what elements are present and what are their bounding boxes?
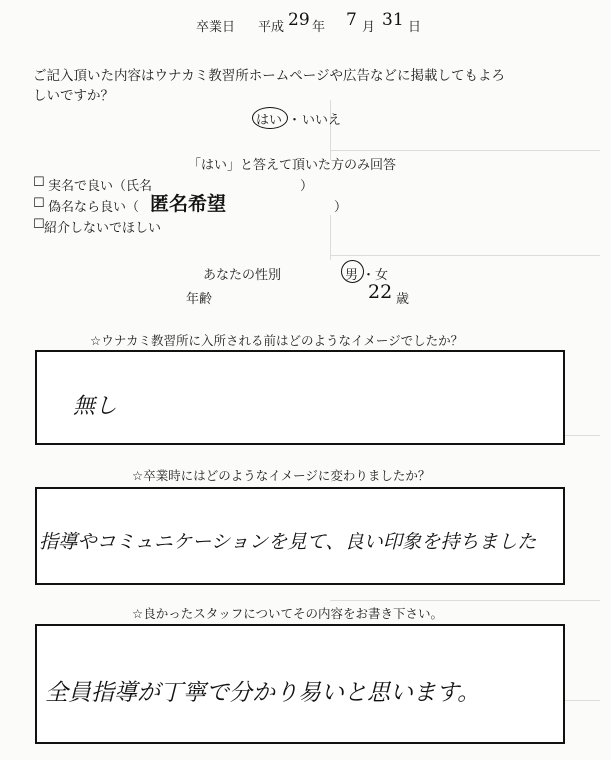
consent-question-line2: しいですか？ xyxy=(33,88,114,104)
gender-female[interactable]: 女 xyxy=(375,268,389,283)
consent-question-line1: ご記入頂いた内容はウナカミ教習所ホームページや広告などに掲載してもよろ xyxy=(33,68,505,84)
day-unit: 日 xyxy=(408,20,422,35)
question-2-title: ☆卒業時にはどのようなイメージに変わりましたか？ xyxy=(132,468,431,483)
answer-box-1 xyxy=(35,350,565,445)
option-none-label: 紹介しないでほしい xyxy=(44,221,162,236)
day-value: 31 xyxy=(382,10,404,30)
era-label: 平成 xyxy=(258,20,285,35)
option-alias-close: ） xyxy=(334,200,348,215)
gender-separator: ・ xyxy=(362,268,376,283)
question-3-title: ☆良かったスタッフについてその内容をお書き下さい。 xyxy=(132,606,443,621)
option-real-close: ） xyxy=(300,179,314,194)
checkbox-alias[interactable]: ☐ xyxy=(33,196,45,211)
year-value: 29 xyxy=(288,10,310,30)
answer-1-text: 無し xyxy=(73,394,118,419)
checkbox-real[interactable]: ☐ xyxy=(33,175,45,190)
gender-male[interactable]: 男 xyxy=(345,268,359,283)
consent-no[interactable]: いいえ xyxy=(302,113,342,128)
option-real-label: 実名で良い（氏名 xyxy=(48,179,153,194)
consent-separator: ・ xyxy=(288,113,302,128)
consent-yes[interactable]: はい xyxy=(256,113,283,128)
month-unit: 月 xyxy=(362,20,376,35)
question-1-title: ☆ウナカミ教習所に入所される前はどのようなイメージでしたか？ xyxy=(90,333,464,348)
name-section-heading: 「はい」と答えて頂いた方のみ回答 xyxy=(188,158,397,173)
answer-box-3 xyxy=(35,624,565,744)
month-value: 7 xyxy=(346,10,357,30)
age-unit: 歳 xyxy=(396,292,410,307)
graduation-label: 卒業日 xyxy=(196,20,236,35)
option-alias-label: 偽名なら良い（ xyxy=(48,200,140,215)
answer-3-text: 全員指導が丁寧で分かり易いと思います。 xyxy=(45,680,481,706)
answer-2-text: 指導やコミュニケーションを見て、良い印象を持ちました xyxy=(39,530,537,553)
alias-handwritten: 匿名希望 xyxy=(150,193,227,215)
age-value: 22 xyxy=(368,281,393,303)
checkbox-none[interactable]: ☐ xyxy=(33,217,45,232)
year-unit: 年 xyxy=(312,20,326,35)
gender-label: あなたの性別 xyxy=(203,268,282,283)
answer-box-2 xyxy=(35,487,565,585)
age-label: 年齢 xyxy=(186,292,213,307)
